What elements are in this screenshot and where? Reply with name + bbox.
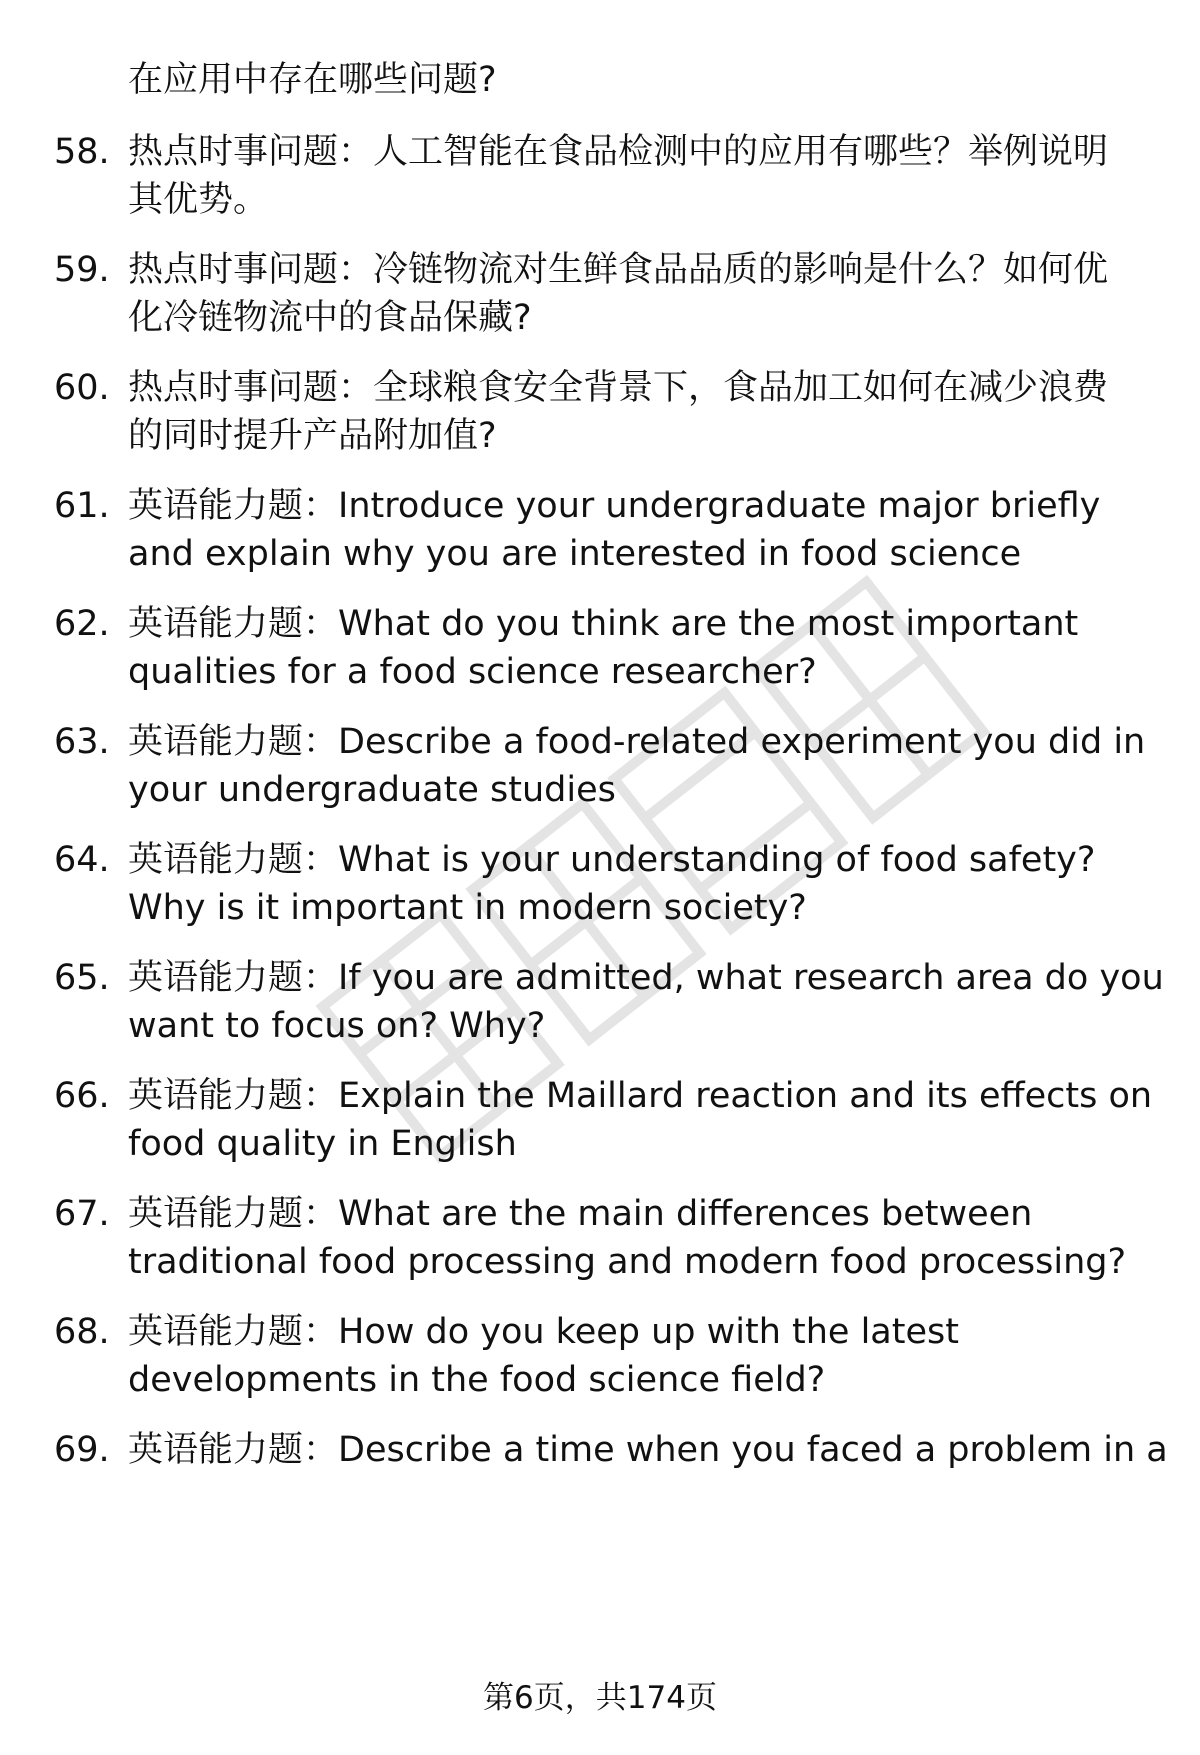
question-number: 67.: [54, 1194, 110, 1234]
question-text: [128, 836, 1168, 932]
question-line: 英语能力题：Introduce your undergraduate major briefly: [128, 486, 1101, 526]
question-line: developments in the food science field?: [128, 1360, 826, 1400]
question-number: 65.: [54, 958, 110, 998]
question-line: 英语能力题：What do you think are the most important: [128, 604, 1079, 644]
question-number: 58.: [54, 132, 110, 172]
question-number: 59.: [54, 250, 110, 290]
question-number: 63.: [54, 722, 110, 762]
question-text: [128, 954, 1168, 1050]
question-text: [128, 128, 1168, 224]
question-line: 英语能力题：What is your understanding of food safety?: [128, 840, 1096, 880]
question-line: 热点时事问题：全球粮食安全背景下，食品加工如何在减少浪费: [128, 368, 1109, 408]
question-line: traditional food processing and modern food processing?: [128, 1242, 1127, 1282]
question-line: food quality in English: [128, 1124, 517, 1164]
question-line: 英语能力题：Describe a time when you faced a problem in a: [128, 1430, 1168, 1470]
question-text: [128, 718, 1168, 814]
question-line: 其优势。: [128, 180, 269, 220]
question-line: 化冷链物流中的食品保藏?: [128, 298, 532, 338]
question-number: 60.: [54, 368, 110, 408]
question-line: want to focus on? Why?: [128, 1006, 546, 1046]
question-line: 英语能力题：If you are admitted, what research area do you: [128, 958, 1164, 998]
question-line: qualities for a food science researcher?: [128, 652, 817, 692]
question-line: 英语能力题：What are the main differences between: [128, 1194, 1033, 1234]
question-text: [128, 364, 1168, 460]
question-line: 英语能力题：Explain the Maillard reaction and its effects on: [128, 1076, 1153, 1116]
question-text: [128, 1190, 1168, 1286]
question-number: 64.: [54, 840, 110, 880]
question-line: Why is it important in modern society?: [128, 888, 807, 928]
question-text: [128, 600, 1168, 696]
question-number: 61.: [54, 486, 110, 526]
question-text: [128, 482, 1168, 578]
question-line: your undergraduate studies: [128, 770, 616, 810]
question-line: and explain why you are interested in food science: [128, 534, 1022, 574]
question-text: [128, 1072, 1168, 1168]
page-footer: 第6页，共174页: [483, 1680, 717, 1716]
continuation-line: 在应用中存在哪些问题?: [128, 60, 497, 100]
question-line: 热点时事问题：人工智能在食品检测中的应用有哪些？举例说明: [128, 132, 1109, 172]
question-text: [128, 1426, 1168, 1474]
question-line: 英语能力题：How do you keep up with the latest: [128, 1312, 959, 1352]
question-number: 69.: [54, 1430, 110, 1470]
question-text: [128, 246, 1168, 342]
question-number: 62.: [54, 604, 110, 644]
question-line: 热点时事问题：冷链物流对生鲜食品品质的影响是什么？如何优: [128, 250, 1109, 290]
question-line: 英语能力题：Describe a food-related experiment you did in: [128, 722, 1146, 762]
question-line: 的同时提升产品附加值?: [128, 416, 497, 456]
question-number: 66.: [54, 1076, 110, 1116]
question-number: 68.: [54, 1312, 110, 1352]
question-text: [128, 1308, 1168, 1404]
